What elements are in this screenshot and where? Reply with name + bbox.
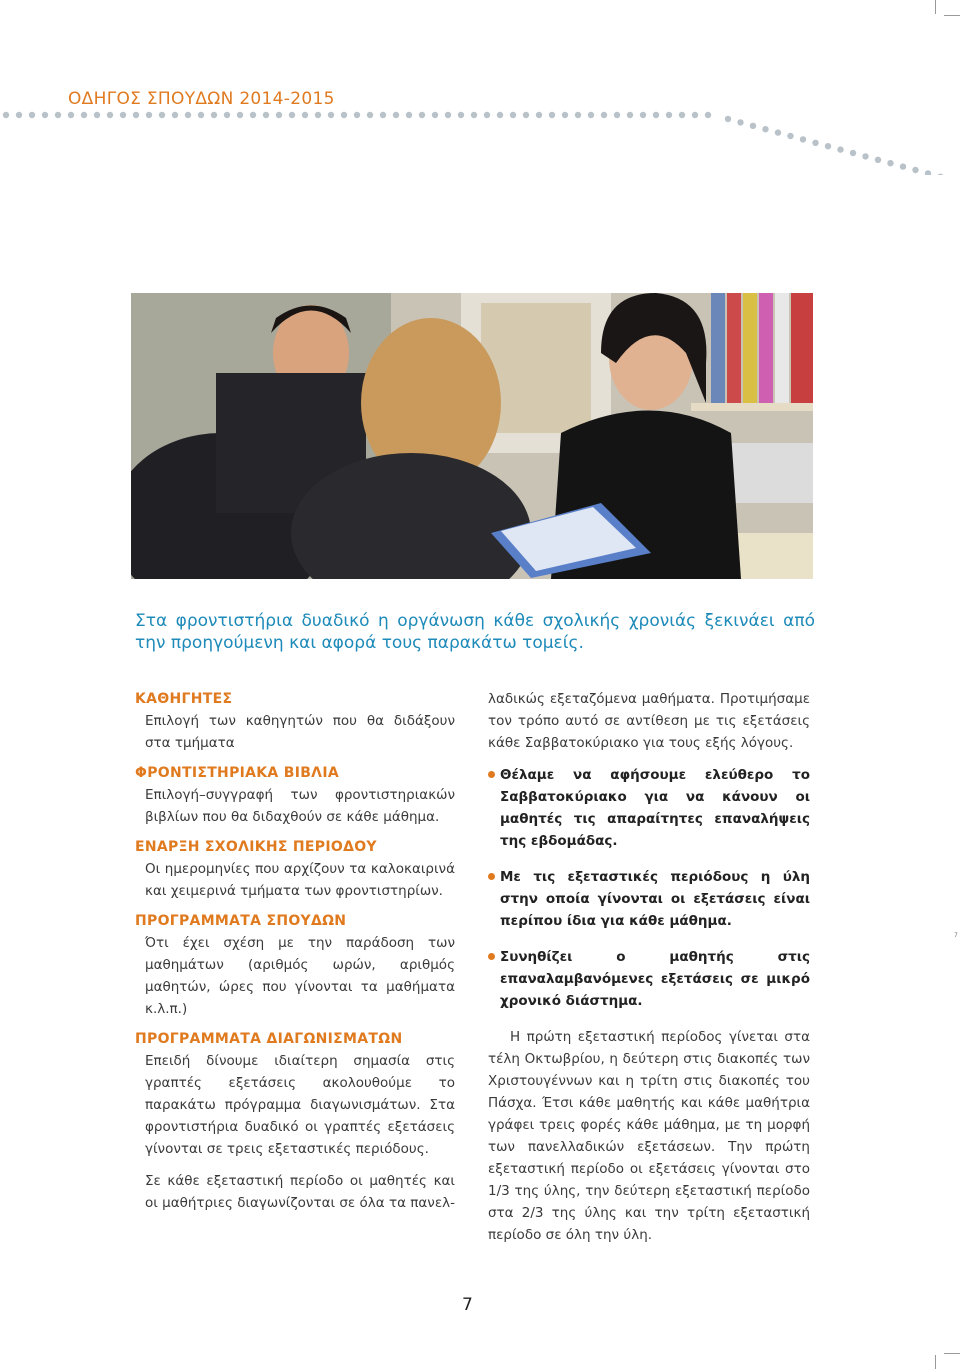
decorative-dot (653, 112, 659, 118)
decorative-dot (471, 112, 477, 118)
decorative-dot (172, 112, 178, 118)
decorative-dot (900, 163, 906, 169)
decorative-dot (837, 146, 843, 152)
decorative-dot (825, 143, 831, 149)
bullet-text: Θέλαμε να αφήσουμε ελεύθερο το Σαββατοκύριακο για να κάνουν οι μαθητές τις απαραίτητες επαναλήψεις της εβδομάδας. (500, 767, 810, 849)
decorative-dot (276, 112, 282, 118)
continuation-paragraph: λαδικώς εξεταζόμενα μαθήματα. Προτιμήσαμε τον τρόπο αυτό σε αντίθεση με τις εξετάσεις κάθε Σαββατοκύριακο για τους εξής λόγους. (488, 691, 810, 751)
decorative-dot (497, 112, 503, 118)
decorative-dot (725, 116, 731, 122)
decorative-dot (523, 112, 529, 118)
decorative-dot (705, 112, 711, 118)
decorative-dot (120, 112, 126, 118)
decorative-dot (640, 112, 646, 118)
decorative-dot (601, 112, 607, 118)
decorative-dot (614, 112, 620, 118)
section-heading: ΦΡΟΝΤΙΣΤΗΡΙΑΚΑ ΒΙΒΛΙΑ (135, 765, 339, 781)
decorative-dot (549, 112, 555, 118)
decorative-dot (912, 167, 918, 173)
decorative-dot (750, 123, 756, 129)
decorative-dot (862, 153, 868, 159)
decorative-dot (775, 129, 781, 135)
photo-illustration (131, 293, 813, 579)
decorative-dot (812, 140, 818, 146)
closing-paragraph: Σε κάθε εξεταστική περίοδο οι μαθητές και οι μαθήτριες διαγωνίζονται σε όλα τα πανελ- (145, 1173, 455, 1211)
bullet-text: Συνηθίζει ο μαθητής στις επαναλαμβανόμενες εξετάσεις σε μικρό χρονικό διάστημα. (500, 949, 810, 1009)
decorative-dot (875, 157, 881, 163)
decorative-dot (737, 119, 743, 125)
decorative-dot (315, 112, 321, 118)
bullet-item (488, 946, 810, 1012)
decorative-dot (224, 112, 230, 118)
crop-mark (944, 15, 960, 16)
decorative-dot (393, 112, 399, 118)
section-text: Οι ημερομηνίες που αρχίζουν τα καλοκαιρινά και χειμερινά τμήματα των φροντιστηρίων. (145, 861, 455, 899)
decorative-dot (328, 112, 334, 118)
decorative-dot (380, 112, 386, 118)
decorative-dot (263, 112, 269, 118)
decorative-dot (887, 160, 893, 166)
decorative-dot (445, 112, 451, 118)
exam-periods-paragraph: Η πρώτη εξεταστική περίοδος γίνεται στα τέλη Οκτωβρίου, η δεύτερη στις διακοπές των Χριστουγέννων και η τρίτη στις διακοπές του Πάσχα. Έτσι κάθε μαθητής και κάθε μαθήτρια γράφει τρεις φορές κάθε μάθημα, με τη μορφή των πανελλαδικών εξετάσεων. Την πρώτη εξεταστική περίοδο οι εξετάσεις γίνονται στο 1/3 της ύλης, την δεύτερη εξεταστική περίοδο στα 2/3 της ύλης και την τρίτη εξεταστική περίοδο σε όλη την ύλη. (488, 1029, 810, 1243)
bullet-dot-icon (488, 953, 495, 960)
decorative-dot (762, 126, 768, 132)
decorative-dot (29, 112, 35, 118)
crop-mark (935, 1355, 936, 1369)
page-header-title: ΟΔΗΓΟΣ ΣΠΟΥΔΩΝ 2014-2015 (68, 89, 335, 109)
section-school-start (135, 836, 455, 902)
decorative-dot (3, 112, 9, 118)
decorative-dot (850, 150, 856, 156)
section-text: Επιλογή των καθηγητών που θα διδάξουν στα τμήματα (145, 713, 455, 751)
crop-mark (944, 1353, 960, 1354)
decorative-dot (341, 112, 347, 118)
decorative-dot (107, 112, 113, 118)
bullet-item (488, 764, 810, 852)
decorative-dot (510, 112, 516, 118)
decorative-dot (55, 112, 61, 118)
decorative-dot (68, 112, 74, 118)
decorative-dot (484, 112, 490, 118)
decorative-dot (16, 112, 22, 118)
section-study-programs (135, 910, 455, 1020)
decorative-dot (419, 112, 425, 118)
decorative-dot (250, 112, 256, 118)
decorative-dot (42, 112, 48, 118)
section-books (135, 762, 455, 828)
decorative-dot (94, 112, 100, 118)
bullet-dot-icon (488, 873, 495, 880)
decorative-dot (562, 112, 568, 118)
decorative-dot (937, 174, 943, 175)
decorative-dot (211, 112, 217, 118)
decorative-dot (367, 112, 373, 118)
decorative-dot (627, 112, 633, 118)
section-exam-programs (135, 1028, 455, 1160)
decorative-dot (679, 112, 685, 118)
decorative-dot (406, 112, 412, 118)
intro-paragraph: Στα φροντιστήρια δυαδικό η οργάνωση κάθε σχολικής χρονιάς ξεκινάει από την προηγούμενη και αφορά τους παρακάτω τομείς. (135, 611, 815, 653)
section-text: Επιλογή–συγγραφή των φροντιστηριακών βιβλίων που θα διδαχθούν σε κάθε μάθημα. (145, 787, 455, 825)
decorative-dot (787, 133, 793, 139)
decorative-dot (925, 170, 931, 175)
section-text: Επειδή δίνουμε ιδιαίτερη σημασία στις γραπτές εξετάσεις ακολουθούμε το παρακάτω πρόγραμμα διαγωνισμάτων. Στα φροντιστήρια δυαδικό οι γραπτές εξετάσεις γίνονται σε τρεις εξεταστικές περιόδους. (145, 1053, 455, 1157)
decorative-dot (237, 112, 243, 118)
right-column (488, 688, 810, 1256)
decorative-dot (146, 112, 152, 118)
section-heading: ΕΝΑΡΞΗ ΣΧΟΛΙΚΗΣ ΠΕΡΙΟΔΟΥ (135, 839, 377, 855)
decorative-dot (575, 112, 581, 118)
section-heading: ΠΡΟΓΡΑΜΜΑΤΑ ΔΙΑΓΩΝΙΣΜΑΤΩΝ (135, 1031, 403, 1047)
decorative-dot-band (0, 105, 960, 175)
section-heading: ΠΡΟΓΡΑΜΜΑΤΑ ΣΠΟΥΔΩΝ (135, 913, 347, 929)
decorative-dot (302, 112, 308, 118)
decorative-dot (692, 112, 698, 118)
page-number: 7 (462, 1295, 473, 1315)
bullet-dot-icon (488, 771, 495, 778)
decorative-dot (185, 112, 191, 118)
decorative-dot (458, 112, 464, 118)
decorative-dot (159, 112, 165, 118)
section-teachers (135, 688, 455, 754)
decorative-dot (81, 112, 87, 118)
decorative-dot (289, 112, 295, 118)
decorative-dot (354, 112, 360, 118)
bullet-text: Με τις εξεταστικές περιόδους η ύλη στην οποία γίνονται οι εξετάσεις είναι περίπου ίδια για κάθε μάθημα. (500, 869, 810, 929)
side-page-number: 7 (954, 932, 958, 939)
decorative-dot (666, 112, 672, 118)
decorative-dot (800, 136, 806, 142)
section-heading: ΚΑΘΗΓΗΤΕΣ (135, 691, 233, 707)
section-text: Ότι έχει σχέση με την παράδοση των μαθημάτων (αριθμός ωρών, αριθμός μαθητών, ώρες που γίνονται τα μαθήματα κ.λ.π.) (145, 935, 455, 1017)
decorative-dot (198, 112, 204, 118)
left-column (135, 688, 455, 1214)
decorative-dot (536, 112, 542, 118)
decorative-dot (588, 112, 594, 118)
decorative-dot (432, 112, 438, 118)
crop-mark (935, 0, 936, 14)
decorative-dot (133, 112, 139, 118)
tutoring-photo (131, 293, 813, 579)
bullet-item (488, 866, 810, 932)
